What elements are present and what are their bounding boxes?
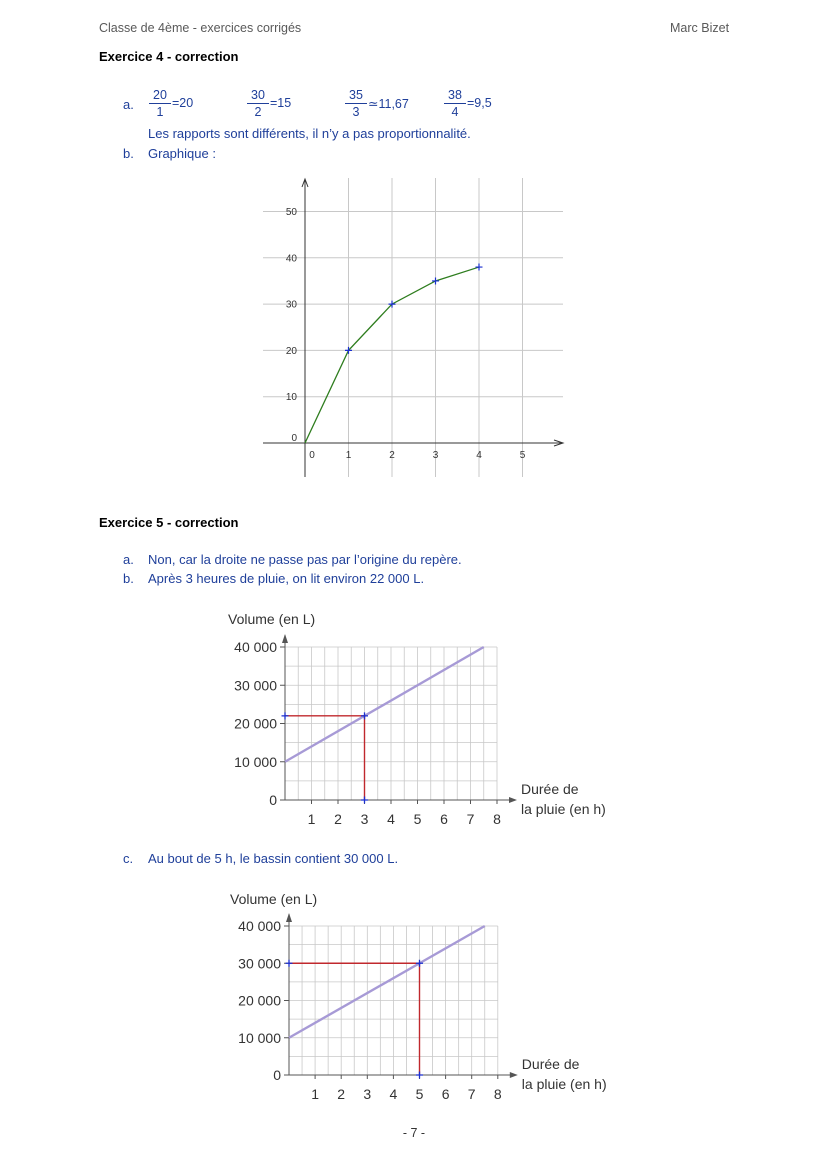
ex5-a-text: Non, car la droite ne passe pas par l’origine du repère.: [148, 552, 462, 567]
x-tick-label: 7: [467, 1086, 476, 1102]
x-tick-label: 0: [309, 450, 315, 461]
x-axis-title: Durée de: [521, 1056, 580, 1072]
x-axis-title: Durée de: [521, 781, 579, 797]
fraction-4-den: 4: [451, 105, 459, 119]
x-tick-label: 2: [389, 450, 395, 461]
fraction-4-num: 38: [444, 88, 466, 104]
ex5-b-text: Après 3 heures de pluie, on lit environ 22 000 L.: [148, 571, 425, 586]
reading-point: [416, 1072, 423, 1079]
fraction-3-result: ≃11,67: [368, 97, 409, 111]
fraction-4: [444, 88, 466, 120]
y-tick-label: 20 000: [234, 715, 277, 732]
fraction-1-num: 20: [149, 88, 171, 104]
reading-point: [361, 797, 368, 804]
header-left: Classe de 4ème - exercices corrigés: [99, 21, 302, 35]
x-tick-label: 5: [519, 450, 526, 461]
x-tick-label: 1: [345, 450, 352, 461]
x-axis-arrow: [509, 797, 517, 803]
y-axis-title: Volume (en L): [228, 611, 316, 627]
ex5-graph-c: [222, 885, 622, 1107]
x-tick-label: 7: [466, 811, 475, 827]
x-tick-label: 5: [413, 811, 422, 827]
y-tick-label: 0: [273, 1067, 281, 1083]
y-tick-label: 20: [285, 345, 297, 357]
ex4-graph: [258, 174, 578, 480]
y-tick-label: 40: [285, 253, 297, 265]
fraction-2-result: =15: [270, 96, 292, 110]
y-tick-label: 10: [285, 392, 297, 404]
fraction-4-result: =9,5: [467, 96, 492, 110]
data-point: [476, 264, 483, 271]
ex4-a-marker: a.: [123, 97, 134, 112]
ex5-c-marker: c.: [123, 851, 134, 866]
ex5-graph-b: [220, 605, 620, 837]
fraction-2: [247, 88, 269, 120]
x-tick-label: 3: [363, 1086, 372, 1102]
x-tick-label: 4: [389, 1086, 398, 1102]
x-tick-label: 1: [311, 1086, 319, 1102]
y-tick-label: 0: [269, 792, 277, 808]
x-tick-label: 8: [493, 811, 501, 827]
y-tick-label: 10 000: [234, 753, 277, 770]
ex4-conclusion: Les rapports sont différents, il n’y a pas proportionnalité.: [148, 126, 471, 141]
y-axis-arrow: [282, 634, 288, 643]
y-tick-label: 50: [285, 207, 297, 218]
header-right: Marc Bizet: [670, 21, 730, 35]
ex4-title: Exercice 4 - correction: [99, 49, 239, 64]
y-axis-title: Volume (en L): [230, 891, 318, 907]
x-tick-label: 6: [441, 1086, 450, 1102]
x-tick-label: 2: [334, 811, 342, 827]
ex5-c-text: Au bout de 5 h, le bassin contient 30 000 L.: [148, 851, 399, 866]
x-tick-label: 4: [476, 450, 482, 461]
ex4-b-text: Graphique :: [148, 146, 216, 161]
x-tick-label: 2: [337, 1086, 346, 1102]
y-tick-label: 0: [291, 433, 297, 444]
page-number: - 7 -: [402, 1126, 426, 1140]
x-tick-label: 8: [493, 1086, 502, 1102]
x-tick-label: 6: [440, 811, 448, 827]
y-tick-label: 30 000: [234, 677, 277, 694]
fraction-3-den: 3: [352, 105, 360, 119]
fraction-3: [345, 88, 367, 120]
fraction-1: [149, 88, 171, 120]
ex5-title: Exercice 5 - correction: [99, 515, 239, 530]
fraction-2-num: 30: [247, 88, 269, 104]
y-tick-label: 10 000: [238, 1029, 281, 1046]
x-axis-title: la pluie (en h): [521, 801, 606, 817]
y-tick-label: 30 000: [238, 955, 281, 972]
reading-point: [286, 960, 293, 967]
y-tick-label: 40 000: [234, 639, 277, 655]
ex5-a-marker: a.: [123, 552, 134, 567]
y-axis-arrow: [286, 913, 292, 922]
x-tick-label: 3: [432, 450, 439, 461]
x-tick-label: 3: [360, 811, 369, 827]
fraction-1-result: =20: [172, 96, 194, 110]
x-axis-arrow: [510, 1072, 518, 1078]
ex5-b-marker: b.: [123, 571, 134, 586]
x-tick-label: 5: [415, 1086, 424, 1102]
ex4-b-marker: b.: [123, 146, 134, 161]
fraction-3-num: 35: [345, 88, 367, 104]
x-tick-label: 4: [387, 811, 395, 827]
y-tick-label: 30: [285, 299, 297, 311]
data-point: [432, 277, 439, 284]
fraction-2-den: 2: [254, 105, 262, 119]
x-tick-label: 1: [307, 811, 316, 827]
y-tick-label: 20 000: [238, 992, 281, 1009]
x-axis-title: la pluie (en h): [521, 1076, 607, 1092]
y-tick-label: 40 000: [238, 918, 281, 934]
reading-point: [282, 712, 289, 719]
fraction-1-den: 1: [156, 105, 164, 119]
